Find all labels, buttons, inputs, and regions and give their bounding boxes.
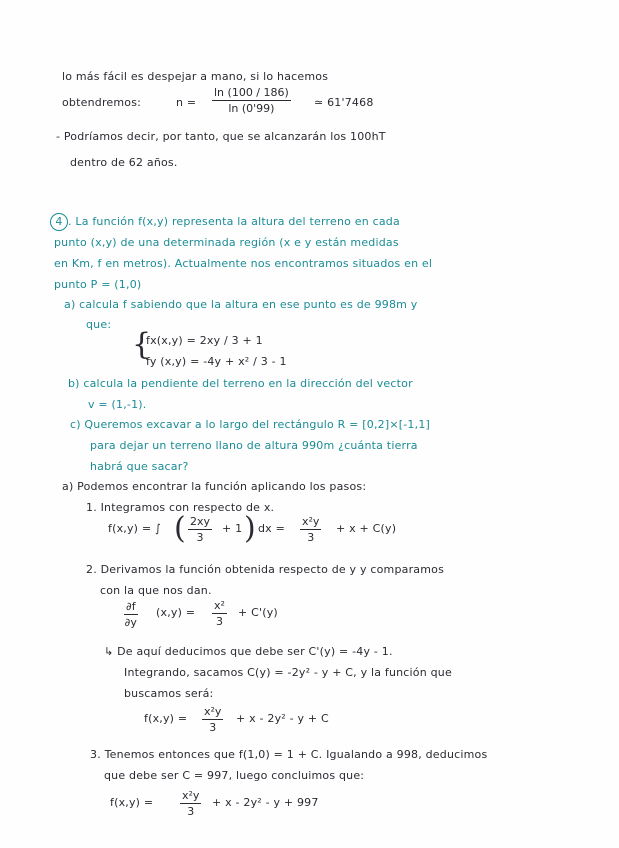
fraction-numerator: x² (214, 599, 225, 612)
n-label: n = (176, 96, 197, 109)
n-fraction (212, 86, 291, 115)
fraction-denominator: 3 (215, 615, 223, 628)
paren-open: ( (174, 511, 186, 546)
step1-lhs: f(x,y) = ∫ (108, 522, 161, 535)
step1-fraction (188, 515, 212, 544)
fraction-numerator: x²y (302, 515, 320, 528)
step1-result-fraction (300, 515, 321, 544)
step2-deduce: buscamos será: (124, 687, 214, 700)
fx-equation: fx(x,y) = 2xy / 3 + 1 (146, 334, 263, 347)
step2-mid: (x,y) = (156, 606, 196, 619)
question-a: a) calcula f sabiendo que la altura en ese punto es de 998m y (64, 298, 418, 311)
problem-line (50, 213, 400, 231)
step2-fraction (212, 599, 227, 628)
problem-line: en Km, f en metros). Actualmente nos encontramos situados en el (54, 257, 433, 270)
fraction-numerator: 2xy (190, 515, 211, 528)
problem-line: punto (x,y) de una determinada región (x e y están medidas (54, 236, 399, 249)
solution-intro: a) Podemos encontrar la función aplicando los pasos: (62, 480, 367, 493)
text-line: dentro de 62 años. (70, 156, 178, 169)
fraction-numerator: x²y (204, 705, 222, 718)
text-line: obtendremos: (62, 96, 142, 109)
problem-statement: . La función f(x,y) representa la altura del terreno en cada (68, 215, 400, 228)
step1-label: 1. Integramos con respecto de x. (86, 501, 275, 514)
step2-f-fraction (202, 705, 223, 734)
question-c: para dejar un terreno llano de altura 990m ¿cuánta tierra (90, 439, 418, 452)
step3-line: 3. Tenemos entonces que f(1,0) = 1 + C. Igualando a 998, deducimos (90, 748, 488, 761)
question-a: que: (86, 318, 112, 331)
text-line: lo más fácil es despejar a mano, si lo hacemos (62, 70, 329, 83)
text-line: - Podríamos decir, por tanto, que se alcanzarán los 100hT (56, 130, 386, 143)
problem-line: punto P = (1,0) (54, 278, 142, 291)
fraction-numerator: x²y (182, 789, 200, 802)
fraction-numerator: ln (100 / 186) (214, 86, 289, 99)
step2-f-tail: + x - 2y² - y + C (236, 712, 329, 725)
problem-number: 4 (50, 213, 68, 231)
step3-lhs: f(x,y) = (110, 796, 154, 809)
step2-tail: + C'(y) (238, 606, 278, 619)
fraction-denominator: ln (0'99) (228, 102, 275, 115)
fraction-denominator: 3 (307, 531, 315, 544)
step3-fraction (180, 789, 201, 818)
fraction-denominator: ∂y (124, 616, 137, 629)
fraction-numerator: ∂f (126, 600, 136, 613)
step1-dx: dx = (258, 522, 286, 535)
step2-deduce: ↳ De aquí deducimos que debe ser C'(y) = -4y - 1. (104, 645, 393, 658)
paren-close: ) (244, 511, 256, 546)
fy-equation: fy (x,y) = -4y + x² / 3 - 1 (146, 355, 287, 368)
step2-label: con la que nos dan. (100, 584, 212, 597)
question-b: v = (1,-1). (88, 398, 147, 411)
fraction-denominator: 3 (196, 531, 204, 544)
step3-tail: + x - 2y² - y + 997 (212, 796, 319, 809)
step1-tail: + x + C(y) (336, 522, 397, 535)
step2-label: 2. Derivamos la función obtenida respecto de y y comparamos (86, 563, 445, 576)
question-b: b) calcula la pendiente del terreno en la dirección del vector (68, 377, 413, 390)
question-c: habrá que sacar? (90, 460, 189, 473)
step3-line: que debe ser C = 997, luego concluimos que: (104, 769, 365, 782)
partial-derivative (124, 600, 138, 629)
system-brace: { (132, 327, 152, 362)
fraction-denominator: 3 (209, 721, 217, 734)
step1-plus: + 1 (222, 522, 243, 535)
step2-f-lhs: f(x,y) = (144, 712, 188, 725)
step2-deduce: Integrando, sacamos C(y) = -2y² - y + C, y la función que (124, 666, 452, 679)
fraction-denominator: 3 (187, 805, 195, 818)
approx-value: ≃ 61'7468 (314, 96, 374, 109)
question-c: c) Queremos excavar a lo largo del rectángulo R = [0,2]×[-1,1] (70, 418, 431, 431)
